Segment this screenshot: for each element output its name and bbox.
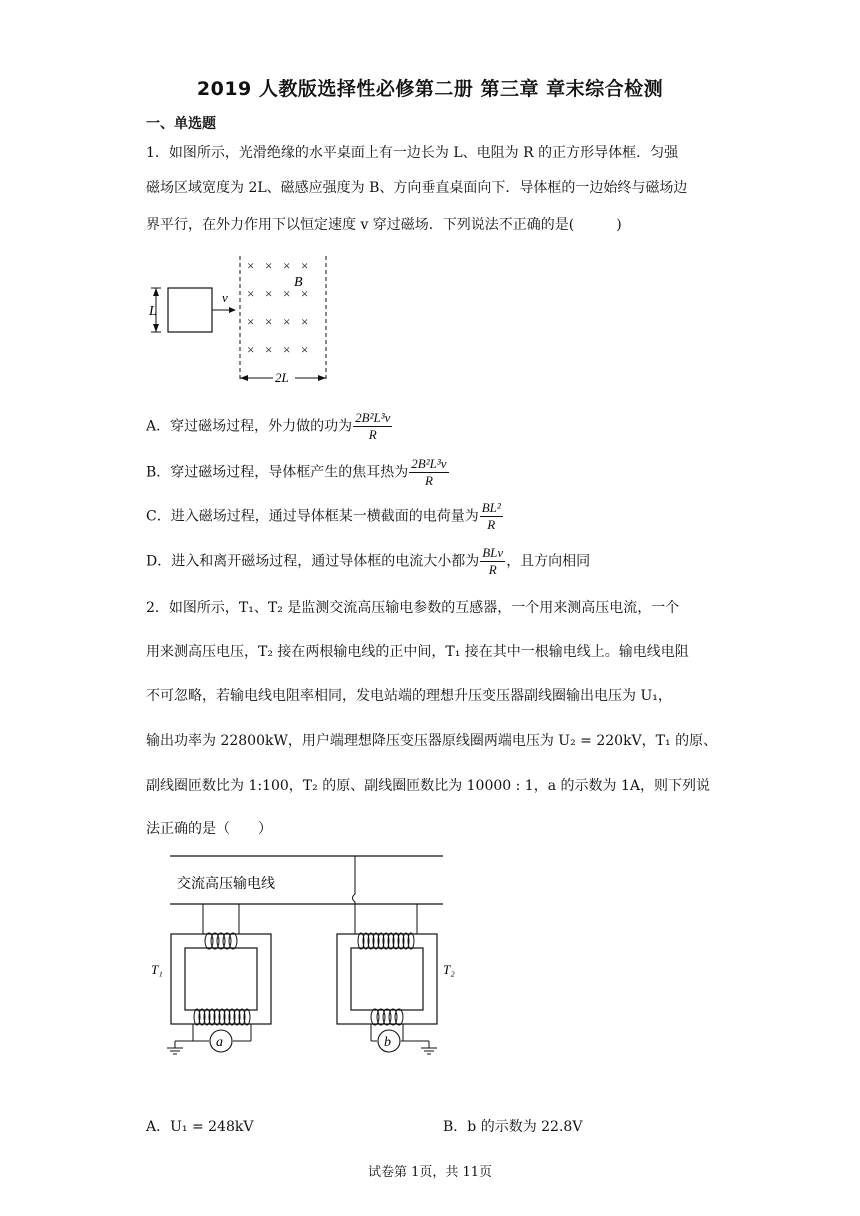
svg-text:×: × (283, 286, 291, 301)
q1-option-b: B．穿过磁场过程，导体框产生的焦耳热为 $\frac{\text{2B²L³v}}{R}$ (146, 456, 447, 488)
q2-fig-t1-primary-coil (205, 933, 237, 949)
q1-line-2: 磁场区域宽度为 2L、磁感应强度为 B、方向垂直桌面向下．导体框的一边始终与磁场边 (146, 180, 688, 196)
svg-text:×: × (247, 258, 255, 273)
q2-line-5: 副线圈匝数比为 1:100，T₂ 的原、副线圈匝数比为 10000 : 1，a 的示数为 1A，则下列说 (146, 778, 710, 794)
q2-line-2: 用来测高压电压，T₂ 接在两根输电线的正中间，T₁ 接在其中一根输电线上。输电线电阻 (146, 644, 689, 660)
q2-fig-t2-lead-top (353, 856, 356, 934)
q2-fig-t2-ground-icon (421, 1041, 437, 1054)
svg-text:×: × (265, 286, 273, 301)
q2-fig-t2-secondary-coil (371, 1009, 403, 1025)
svg-text:×: × (283, 342, 291, 357)
svg-text:×: × (247, 342, 255, 357)
q2-fig-t1-ground-icon (167, 1041, 183, 1054)
svg-text:×: × (265, 258, 273, 273)
q2-fig-meter-b-label: b (384, 1035, 391, 1050)
q2-fig-t1-core-inner (185, 948, 257, 1010)
section-heading: 一、单选题 (146, 116, 216, 132)
svg-text:×: × (283, 258, 291, 273)
q2-line-3: 不可忽略，若输电线电阻率相同，发电站端的理想升压变压器副线圈输出电压为 U₁， (146, 688, 672, 704)
q2-option-a: A．U₁ = 248kV (146, 1119, 254, 1135)
svg-text:×: × (265, 342, 273, 357)
q2-fig-meter-a-label: a (216, 1035, 223, 1050)
q1-option-a: A．穿过磁场过程，外力做的功为 $\frac{\text{2B²L³v}}{R}$ (146, 410, 391, 442)
svg-text:×: × (301, 258, 309, 273)
page-footer: 试卷第 1页，共 11页 (367, 1165, 493, 1180)
svg-text:×: × (283, 314, 291, 329)
q1-fig-label-2L: 2L (275, 370, 289, 385)
svg-text:×: × (247, 314, 255, 329)
q1-option-c: C．进入磁场过程，通过导体框某一横截面的电荷量为 $\frac{\text{BL²}}{R}$ (146, 500, 501, 532)
q2-fig-label-T2: T₂ (443, 962, 455, 977)
q1-option-d: D．进入和离开磁场过程，通过导体框的电流大小都为 $\frac{\text{BLv}}{R}$ ，且方向相同 (146, 545, 591, 577)
q1-line-3: 界平行，在外力作用下以恒定速度 v 穿过磁场．下列说法不正确的是( ) (146, 217, 622, 233)
q2-fig-label-T1: T₁ (151, 962, 163, 977)
q2-line-4: 输出功率为 22800kW，用户端理想降压变压器原线圈两端电压为 U₂ = 220kV，T₁ 的原、 (146, 733, 718, 749)
q1-fig-square-loop (168, 288, 212, 332)
q2-fig-t2-primary-coil (358, 933, 414, 949)
q2-line-6: 法正确的是（ ） (146, 821, 272, 837)
q2-option-b: B．b 的示数为 22.8V (443, 1119, 583, 1135)
q2-fig-t2-core-inner (351, 948, 423, 1010)
q1-fig-label-L: L (149, 304, 157, 319)
q2-fig-t1-secondary-coil (194, 1009, 250, 1025)
q2-transformer-figure (145, 850, 465, 1060)
q2-line-1: 2．如图所示，T₁、T₂ 是监测交流高压输电参数的互感器，一个用来测高压电流，一个 (146, 600, 680, 616)
svg-text:×: × (265, 314, 273, 329)
q2-fig-wire-label: 交流高压输电线 (177, 877, 275, 892)
q1-fig-field-crosses (247, 258, 308, 357)
svg-text:×: × (301, 342, 309, 357)
svg-text:×: × (247, 286, 255, 301)
svg-text:×: × (301, 314, 309, 329)
q1-fig-label-v: v (222, 290, 228, 305)
svg-text:×: × (301, 286, 309, 301)
q1-line-1: 1．如图所示，光滑绝缘的水平桌面上有一边长为 L、电阻为 R 的正方形导体框．匀强 (146, 145, 679, 161)
q1-magnetic-field-figure (140, 250, 350, 390)
q1-fig-label-B: B (294, 275, 303, 290)
page-title: 2019 人教版选择性必修第二册 第三章 章末综合检测 (196, 78, 664, 100)
